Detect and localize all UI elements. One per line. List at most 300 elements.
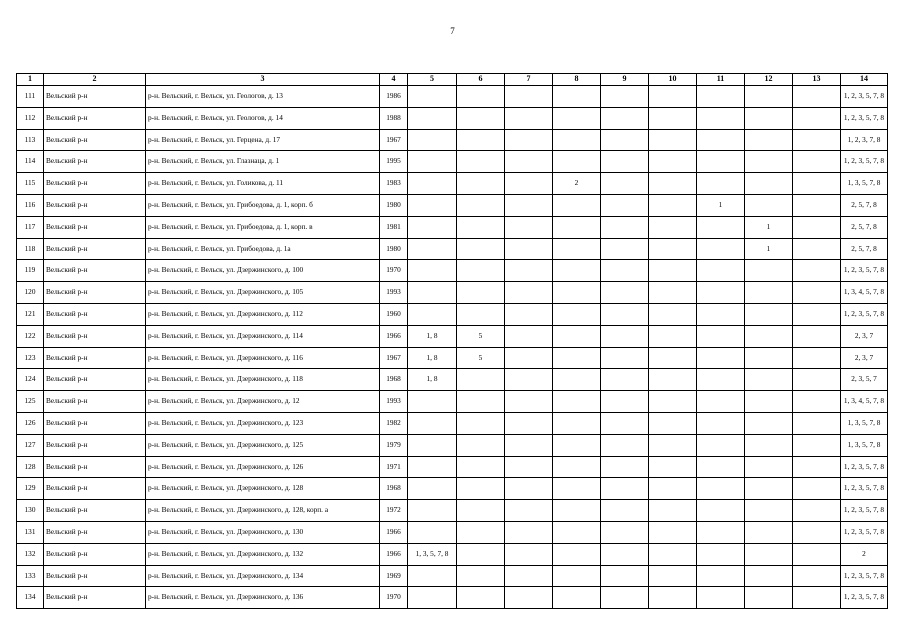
table-cell-col-4: 1983 <box>380 173 408 195</box>
table-cell-col-8 <box>553 151 601 173</box>
table-cell-col-2: Вельский р-н <box>44 260 146 282</box>
table-cell-col-12 <box>745 543 793 565</box>
table-cell-col-4: 1980 <box>380 238 408 260</box>
table-cell-col-3: р-н. Вельский, г. Вельск, ул. Дзержинского, д. 125 <box>146 434 380 456</box>
table-cell-col-8 <box>553 260 601 282</box>
table-cell-col-9 <box>601 565 649 587</box>
table-cell-col-2: Вельский р-н <box>44 107 146 129</box>
table-cell-col-5 <box>408 238 457 260</box>
table-cell-col-4: 1982 <box>380 412 408 434</box>
table-row <box>17 303 888 325</box>
table-cell-col-14: 1, 3, 5, 7, 8 <box>841 173 888 195</box>
table-cell-col-4: 1966 <box>380 325 408 347</box>
table-cell-col-3: р-н. Вельский, г. Вельск, ул. Геологов, д. 14 <box>146 107 380 129</box>
table-cell-col-12 <box>745 587 793 609</box>
table-cell-col-4: 1979 <box>380 434 408 456</box>
table-cell-col-3: р-н. Вельский, г. Вельск, ул. Грибоедова, д. 1а <box>146 238 380 260</box>
table-row <box>17 216 888 238</box>
table-row <box>17 260 888 282</box>
table-row <box>17 129 888 151</box>
table-cell-col-12 <box>745 478 793 500</box>
table-cell-col-1: 111 <box>17 86 44 108</box>
table-cell-col-7 <box>505 107 553 129</box>
table-cell-col-7 <box>505 500 553 522</box>
table-cell-col-6 <box>457 369 505 391</box>
column-header: 9 <box>601 74 649 86</box>
table-cell-col-7 <box>505 151 553 173</box>
table-cell-col-5: 1, 8 <box>408 347 457 369</box>
table-cell-col-12 <box>745 303 793 325</box>
table-cell-col-2: Вельский р-н <box>44 456 146 478</box>
table-cell-col-12 <box>745 347 793 369</box>
table-cell-col-5 <box>408 216 457 238</box>
table-cell-col-10 <box>649 151 697 173</box>
table-cell-col-3: р-н. Вельский, г. Вельск, ул. Грибоедова, д. 1, корп. б <box>146 194 380 216</box>
table-cell-col-6 <box>457 521 505 543</box>
table-cell-col-6 <box>457 173 505 195</box>
table-cell-col-11 <box>697 107 745 129</box>
table-cell-col-14: 1, 3, 4, 5, 7, 8 <box>841 282 888 304</box>
table-cell-col-13 <box>793 216 841 238</box>
table-cell-col-2: Вельский р-н <box>44 129 146 151</box>
table-cell-col-7 <box>505 347 553 369</box>
table-cell-col-2: Вельский р-н <box>44 587 146 609</box>
table-cell-col-5 <box>408 86 457 108</box>
table-cell-col-4: 1995 <box>380 151 408 173</box>
table-cell-col-10 <box>649 587 697 609</box>
table-cell-col-7 <box>505 303 553 325</box>
table-cell-col-4: 1970 <box>380 260 408 282</box>
header-row <box>17 74 888 86</box>
table-cell-col-6 <box>457 260 505 282</box>
table-cell-col-4: 1969 <box>380 565 408 587</box>
table-cell-col-1: 126 <box>17 412 44 434</box>
table-cell-col-13 <box>793 107 841 129</box>
table-cell-col-4: 1966 <box>380 543 408 565</box>
table-cell-col-12 <box>745 151 793 173</box>
table-cell-col-13 <box>793 434 841 456</box>
table-cell-col-1: 128 <box>17 456 44 478</box>
table-cell-col-4: 1980 <box>380 194 408 216</box>
table-cell-col-10 <box>649 500 697 522</box>
table-cell-col-6 <box>457 500 505 522</box>
table-cell-col-5 <box>408 260 457 282</box>
table-cell-col-14: 1, 2, 3, 7, 8 <box>841 129 888 151</box>
table-cell-col-9 <box>601 478 649 500</box>
table-cell-col-8 <box>553 238 601 260</box>
table-cell-col-1: 121 <box>17 303 44 325</box>
table-cell-col-11 <box>697 260 745 282</box>
table-cell-col-10 <box>649 260 697 282</box>
table-cell-col-9 <box>601 391 649 413</box>
table-cell-col-8 <box>553 369 601 391</box>
table-cell-col-12 <box>745 86 793 108</box>
table-cell-col-2: Вельский р-н <box>44 238 146 260</box>
table-body <box>17 86 888 609</box>
table-cell-col-13 <box>793 129 841 151</box>
page-number: 7 <box>450 26 455 36</box>
table-cell-col-8 <box>553 565 601 587</box>
table-cell-col-14: 1, 2, 3, 5, 7, 8 <box>841 303 888 325</box>
table-cell-col-3: р-н. Вельский, г. Вельск, ул. Голикова, д. 11 <box>146 173 380 195</box>
table-cell-col-10 <box>649 282 697 304</box>
table-cell-col-14: 1, 2, 3, 5, 7, 8 <box>841 521 888 543</box>
table-cell-col-13 <box>793 238 841 260</box>
table-cell-col-3: р-н. Вельский, г. Вельск, ул. Дзержинского, д. 114 <box>146 325 380 347</box>
table-cell-col-3: р-н. Вельский, г. Вельск, ул. Дзержинского, д. 118 <box>146 369 380 391</box>
table-cell-col-2: Вельский р-н <box>44 173 146 195</box>
table-cell-col-2: Вельский р-н <box>44 282 146 304</box>
table-cell-col-12 <box>745 282 793 304</box>
table-cell-col-3: р-н. Вельский, г. Вельск, ул. Дзержинского, д. 112 <box>146 303 380 325</box>
table-cell-col-3: р-н. Вельский, г. Вельск, ул. Дзержинского, д. 128 <box>146 478 380 500</box>
column-header: 8 <box>553 74 601 86</box>
table-cell-col-12 <box>745 521 793 543</box>
table-cell-col-5 <box>408 303 457 325</box>
table-cell-col-5 <box>408 173 457 195</box>
table-cell-col-9 <box>601 216 649 238</box>
table-cell-col-3: р-н. Вельский, г. Вельск, ул. Дзержинского, д. 134 <box>146 565 380 587</box>
table-cell-col-2: Вельский р-н <box>44 303 146 325</box>
table-cell-col-2: Вельский р-н <box>44 347 146 369</box>
table-cell-col-3: р-н. Вельский, г. Вельск, ул. Дзержинского, д. 126 <box>146 456 380 478</box>
table-cell-col-7 <box>505 325 553 347</box>
table-cell-col-3: р-н. Вельский, г. Вельск, ул. Геологов, д. 13 <box>146 86 380 108</box>
table-cell-col-11 <box>697 456 745 478</box>
table-cell-col-4: 1993 <box>380 282 408 304</box>
table-cell-col-2: Вельский р-н <box>44 216 146 238</box>
table-cell-col-4: 1970 <box>380 587 408 609</box>
table-cell-col-12 <box>745 325 793 347</box>
table-cell-col-6 <box>457 216 505 238</box>
table-cell-col-11 <box>697 303 745 325</box>
table-cell-col-1: 120 <box>17 282 44 304</box>
table-cell-col-1: 112 <box>17 107 44 129</box>
table-row <box>17 478 888 500</box>
table-cell-col-9 <box>601 521 649 543</box>
table-cell-col-9 <box>601 260 649 282</box>
column-header: 6 <box>457 74 505 86</box>
table-cell-col-10 <box>649 86 697 108</box>
table-cell-col-11 <box>697 478 745 500</box>
table-cell-col-13 <box>793 194 841 216</box>
table-cell-col-14: 1, 2, 3, 5, 7, 8 <box>841 478 888 500</box>
table-cell-col-10 <box>649 303 697 325</box>
table-cell-col-13 <box>793 391 841 413</box>
table-cell-col-10 <box>649 107 697 129</box>
table-cell-col-6 <box>457 238 505 260</box>
table-cell-col-8 <box>553 216 601 238</box>
table-cell-col-8 <box>553 434 601 456</box>
table-row <box>17 107 888 129</box>
table-cell-col-11 <box>697 173 745 195</box>
table-cell-col-2: Вельский р-н <box>44 521 146 543</box>
table-cell-col-11 <box>697 369 745 391</box>
table-cell-col-4: 1960 <box>380 303 408 325</box>
table-cell-col-8 <box>553 194 601 216</box>
table-cell-col-3: р-н. Вельский, г. Вельск, ул. Дзержинского, д. 128, корп. а <box>146 500 380 522</box>
table-cell-col-1: 115 <box>17 173 44 195</box>
table-cell-col-3: р-н. Вельский, г. Вельск, ул. Герцена, д. 17 <box>146 129 380 151</box>
table-cell-col-7 <box>505 216 553 238</box>
table-row <box>17 521 888 543</box>
column-header: 14 <box>841 74 888 86</box>
table-cell-col-14: 2, 5, 7, 8 <box>841 194 888 216</box>
table-cell-col-12 <box>745 129 793 151</box>
table-cell-col-3: р-н. Вельский, г. Вельск, ул. Дзержинского, д. 136 <box>146 587 380 609</box>
table-cell-col-14: 1, 3, 5, 7, 8 <box>841 412 888 434</box>
table-cell-col-11 <box>697 434 745 456</box>
table-row <box>17 434 888 456</box>
table-cell-col-5 <box>408 478 457 500</box>
table-cell-col-9 <box>601 86 649 108</box>
table-cell-col-12 <box>745 369 793 391</box>
table-cell-col-8 <box>553 129 601 151</box>
table-cell-col-6 <box>457 587 505 609</box>
table-row <box>17 587 888 609</box>
table-cell-col-11 <box>697 129 745 151</box>
table-cell-col-13 <box>793 86 841 108</box>
table-cell-col-1: 131 <box>17 521 44 543</box>
table-cell-col-6 <box>457 565 505 587</box>
table-cell-col-1: 125 <box>17 391 44 413</box>
table-cell-col-9 <box>601 412 649 434</box>
table-row <box>17 565 888 587</box>
table-cell-col-4: 1968 <box>380 369 408 391</box>
table-cell-col-10 <box>649 412 697 434</box>
table-cell-col-13 <box>793 303 841 325</box>
table-cell-col-14: 1, 2, 3, 5, 7, 8 <box>841 500 888 522</box>
table-cell-col-10 <box>649 347 697 369</box>
table-cell-col-12 <box>745 456 793 478</box>
table-cell-col-6 <box>457 434 505 456</box>
table-cell-col-9 <box>601 129 649 151</box>
table-cell-col-1: 119 <box>17 260 44 282</box>
table-cell-col-9 <box>601 369 649 391</box>
table-cell-col-8 <box>553 587 601 609</box>
table-cell-col-8 <box>553 107 601 129</box>
table-cell-col-13 <box>793 478 841 500</box>
table-row <box>17 543 888 565</box>
column-header: 12 <box>745 74 793 86</box>
table-cell-col-5 <box>408 521 457 543</box>
column-header: 5 <box>408 74 457 86</box>
table-cell-col-4: 1967 <box>380 129 408 151</box>
table-cell-col-14: 2, 5, 7, 8 <box>841 238 888 260</box>
table-cell-col-3: р-н. Вельский, г. Вельск, ул. Дзержинского, д. 130 <box>146 521 380 543</box>
table-cell-col-3: р-н. Вельский, г. Вельск, ул. Дзержинского, д. 100 <box>146 260 380 282</box>
table-cell-col-13 <box>793 456 841 478</box>
table-cell-col-9 <box>601 456 649 478</box>
table-cell-col-6 <box>457 151 505 173</box>
table-cell-col-7 <box>505 129 553 151</box>
table-cell-col-1: 122 <box>17 325 44 347</box>
table-cell-col-1: 133 <box>17 565 44 587</box>
table-cell-col-6 <box>457 456 505 478</box>
table-cell-col-3: р-н. Вельский, г. Вельск, ул. Дзержинского, д. 105 <box>146 282 380 304</box>
table-cell-col-8: 2 <box>553 173 601 195</box>
table-cell-col-5 <box>408 412 457 434</box>
table-cell-col-9 <box>601 500 649 522</box>
table-cell-col-1: 127 <box>17 434 44 456</box>
table-cell-col-14: 1, 2, 3, 5, 7, 8 <box>841 260 888 282</box>
table-cell-col-7 <box>505 521 553 543</box>
table-cell-col-7 <box>505 86 553 108</box>
table-cell-col-11: 1 <box>697 194 745 216</box>
table-cell-col-14: 2, 3, 7 <box>841 347 888 369</box>
table-cell-col-13 <box>793 347 841 369</box>
table-cell-col-11 <box>697 500 745 522</box>
table-row <box>17 369 888 391</box>
column-header: 13 <box>793 74 841 86</box>
table-cell-col-12 <box>745 260 793 282</box>
table-cell-col-14: 2, 3, 7 <box>841 325 888 347</box>
table-cell-col-14: 1, 3, 5, 7, 8 <box>841 434 888 456</box>
table-cell-col-12: 1 <box>745 216 793 238</box>
table-cell-col-6 <box>457 543 505 565</box>
table-cell-col-12: 1 <box>745 238 793 260</box>
table-cell-col-10 <box>649 238 697 260</box>
table-cell-col-9 <box>601 282 649 304</box>
table-cell-col-9 <box>601 325 649 347</box>
table-cell-col-6 <box>457 107 505 129</box>
table-cell-col-11 <box>697 216 745 238</box>
table-cell-col-6: 5 <box>457 325 505 347</box>
table-row <box>17 500 888 522</box>
table-cell-col-8 <box>553 347 601 369</box>
table-cell-col-13 <box>793 369 841 391</box>
table-cell-col-7 <box>505 173 553 195</box>
table-cell-col-5 <box>408 565 457 587</box>
table-cell-col-3: р-н. Вельский, г. Вельск, ул. Дзержинского, д. 116 <box>146 347 380 369</box>
table-cell-col-14: 1, 2, 3, 5, 7, 8 <box>841 151 888 173</box>
table-row <box>17 151 888 173</box>
table-cell-col-5 <box>408 500 457 522</box>
table-cell-col-10 <box>649 434 697 456</box>
table-cell-col-13 <box>793 500 841 522</box>
table-cell-col-7 <box>505 543 553 565</box>
table-cell-col-8 <box>553 412 601 434</box>
table-cell-col-5 <box>408 151 457 173</box>
table-row <box>17 412 888 434</box>
table-cell-col-7 <box>505 565 553 587</box>
table-cell-col-5 <box>408 587 457 609</box>
table-cell-col-1: 132 <box>17 543 44 565</box>
table-cell-col-8 <box>553 303 601 325</box>
table-cell-col-2: Вельский р-н <box>44 543 146 565</box>
table-cell-col-12 <box>745 194 793 216</box>
table-cell-col-7 <box>505 282 553 304</box>
table-cell-col-12 <box>745 500 793 522</box>
table-cell-col-11 <box>697 391 745 413</box>
column-header: 11 <box>697 74 745 86</box>
table-cell-col-1: 116 <box>17 194 44 216</box>
table-cell-col-8 <box>553 86 601 108</box>
table-cell-col-6: 5 <box>457 347 505 369</box>
table-cell-col-10 <box>649 129 697 151</box>
table-row <box>17 238 888 260</box>
table-cell-col-7 <box>505 434 553 456</box>
table-cell-col-9 <box>601 347 649 369</box>
table-cell-col-7 <box>505 194 553 216</box>
table-cell-col-4: 1981 <box>380 216 408 238</box>
table-row <box>17 194 888 216</box>
table-cell-col-10 <box>649 478 697 500</box>
table-cell-col-6 <box>457 194 505 216</box>
table-cell-col-2: Вельский р-н <box>44 86 146 108</box>
table-cell-col-1: 123 <box>17 347 44 369</box>
table-cell-col-3: р-н. Вельский, г. Вельск, ул. Глазнаца, д. 1 <box>146 151 380 173</box>
table-cell-col-4: 1971 <box>380 456 408 478</box>
table-cell-col-6 <box>457 282 505 304</box>
table-cell-col-1: 114 <box>17 151 44 173</box>
table-cell-col-6 <box>457 86 505 108</box>
table-cell-col-5 <box>408 129 457 151</box>
table-cell-col-2: Вельский р-н <box>44 369 146 391</box>
table-cell-col-13 <box>793 282 841 304</box>
table-cell-col-10 <box>649 391 697 413</box>
table-cell-col-8 <box>553 456 601 478</box>
table-cell-col-5: 1, 8 <box>408 325 457 347</box>
table-cell-col-12 <box>745 391 793 413</box>
table-cell-col-2: Вельский р-н <box>44 434 146 456</box>
table-cell-col-13 <box>793 260 841 282</box>
table-cell-col-14: 1, 2, 3, 5, 7, 8 <box>841 565 888 587</box>
table-cell-col-7 <box>505 587 553 609</box>
table-cell-col-14: 1, 3, 4, 5, 7, 8 <box>841 391 888 413</box>
table-cell-col-5 <box>408 391 457 413</box>
table-cell-col-11 <box>697 238 745 260</box>
table-cell-col-14: 1, 2, 3, 5, 7, 8 <box>841 86 888 108</box>
table-cell-col-7 <box>505 260 553 282</box>
table-cell-col-1: 117 <box>17 216 44 238</box>
table-cell-col-2: Вельский р-н <box>44 325 146 347</box>
table-cell-col-7 <box>505 369 553 391</box>
table-cell-col-10 <box>649 543 697 565</box>
table-cell-col-9 <box>601 107 649 129</box>
table-cell-col-10 <box>649 216 697 238</box>
table-cell-col-5: 1, 8 <box>408 369 457 391</box>
table-cell-col-1: 129 <box>17 478 44 500</box>
table-cell-col-11 <box>697 282 745 304</box>
table-cell-col-11 <box>697 151 745 173</box>
table-cell-col-3: р-н. Вельский, г. Вельск, ул. Дзержинского, д. 12 <box>146 391 380 413</box>
column-header: 3 <box>146 74 380 86</box>
table-cell-col-13 <box>793 543 841 565</box>
table-cell-col-8 <box>553 521 601 543</box>
table-cell-col-11 <box>697 325 745 347</box>
table-cell-col-9 <box>601 238 649 260</box>
housing-register-table <box>16 73 888 609</box>
table-cell-col-8 <box>553 478 601 500</box>
table-cell-col-1: 124 <box>17 369 44 391</box>
table-cell-col-6 <box>457 412 505 434</box>
table-cell-col-2: Вельский р-н <box>44 151 146 173</box>
table-cell-col-8 <box>553 282 601 304</box>
table-cell-col-4: 1993 <box>380 391 408 413</box>
table-cell-col-5 <box>408 456 457 478</box>
table-row <box>17 282 888 304</box>
table-cell-col-12 <box>745 412 793 434</box>
table-cell-col-3: р-н. Вельский, г. Вельск, ул. Дзержинского, д. 132 <box>146 543 380 565</box>
table-cell-col-8 <box>553 325 601 347</box>
table-cell-col-11 <box>697 565 745 587</box>
table-cell-col-12 <box>745 107 793 129</box>
table-cell-col-7 <box>505 478 553 500</box>
table-cell-col-13 <box>793 412 841 434</box>
table-cell-col-9 <box>601 194 649 216</box>
table-cell-col-4: 1972 <box>380 500 408 522</box>
